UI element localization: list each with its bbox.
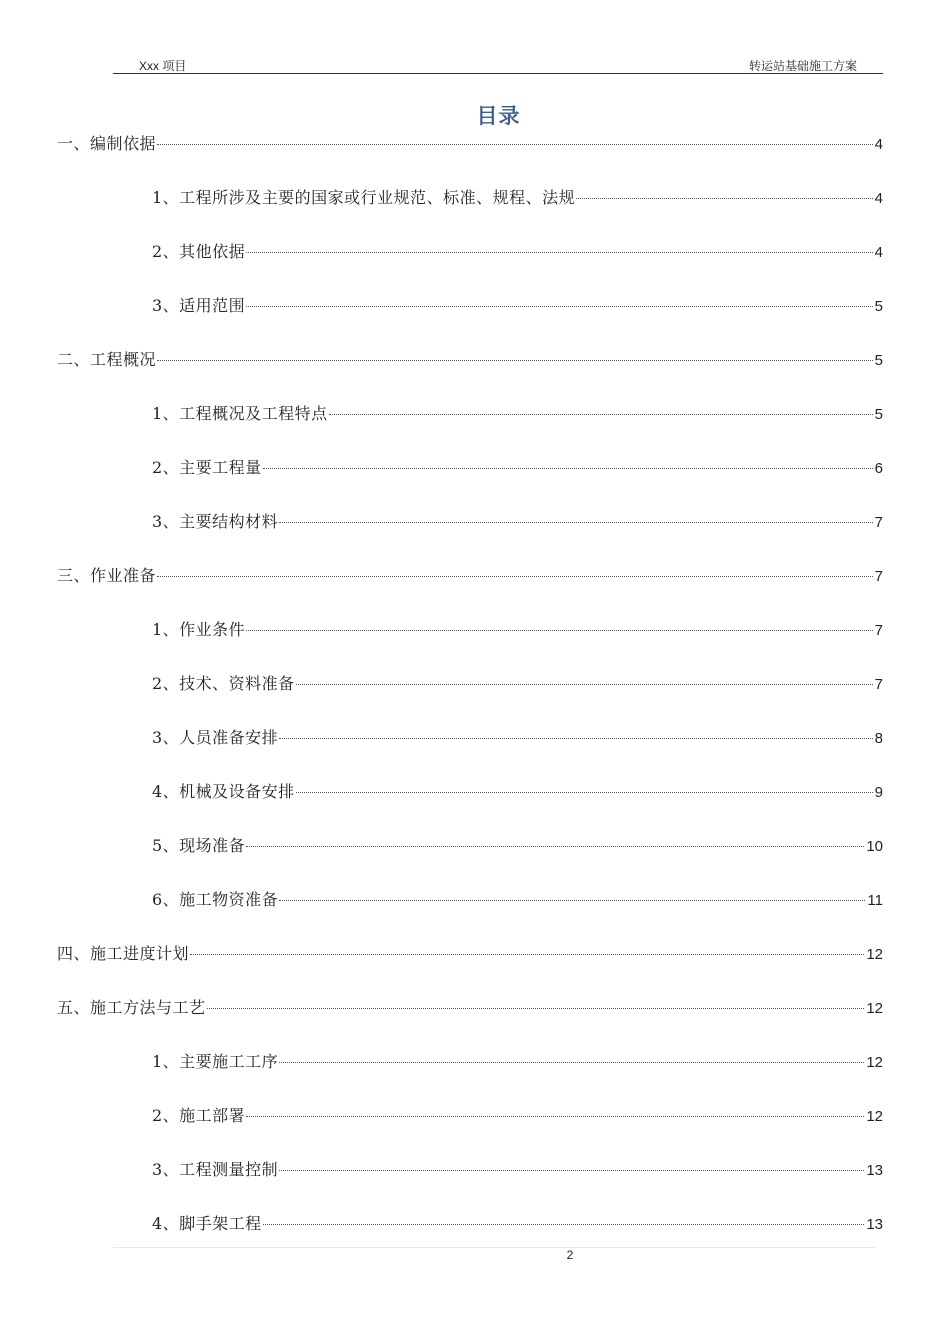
toc-entry-page-number: 13 — [866, 1216, 883, 1233]
toc-entry[interactable] — [152, 889, 883, 911]
toc-entry-text: 3、主要结构材料 — [152, 512, 279, 531]
toc-entry[interactable] — [152, 781, 883, 803]
toc-dot-leader — [279, 1170, 864, 1171]
toc-entry-text: 4、机械及设备安排 — [152, 782, 295, 801]
toc-entry[interactable] — [152, 1051, 883, 1073]
toc-entry-text: 1、工程所涉及主要的国家或行业规范、标准、规程、法规 — [152, 188, 576, 207]
toc-dot-leader — [279, 900, 865, 901]
toc-dot-leader — [296, 684, 873, 685]
toc-entry[interactable] — [152, 403, 883, 425]
toc-entry[interactable] — [57, 349, 883, 371]
toc-entry-text: 6、施工物资准备 — [152, 890, 279, 909]
toc-entry-text: 二、工程概况 — [57, 350, 157, 369]
toc-dot-leader — [190, 954, 864, 955]
toc-entry[interactable] — [152, 1159, 883, 1181]
toc-entry-text: 一、编制依据 — [57, 134, 157, 153]
toc-entry[interactable] — [57, 565, 883, 587]
toc-entry-page-number: 8 — [874, 730, 883, 747]
toc-entry-page-number: 7 — [874, 568, 883, 585]
toc-dot-leader — [157, 576, 873, 577]
toc-entry-page-number: 4 — [874, 190, 883, 207]
toc-entry-page-number: 12 — [866, 1108, 883, 1125]
toc-dot-leader — [263, 1224, 865, 1225]
header-project-name: Xxx 项目 — [139, 59, 187, 73]
toc-entry-text: 2、其他依据 — [152, 242, 246, 261]
toc-entry-text: 3、人员准备安排 — [152, 728, 279, 747]
toc-dot-leader — [576, 198, 872, 199]
toc-entry-text: 1、主要施工工序 — [152, 1052, 279, 1071]
toc-entry[interactable] — [152, 673, 883, 695]
toc-entry-page-number: 7 — [874, 514, 883, 531]
toc-entry-text: 2、技术、资料准备 — [152, 674, 295, 693]
toc-entry[interactable] — [57, 133, 883, 155]
toc-entry-text: 四、施工进度计划 — [57, 944, 190, 963]
toc-dot-leader — [157, 144, 873, 145]
page-number: 2 — [566, 1248, 574, 1262]
toc-dot-leader — [279, 522, 872, 523]
toc-entry[interactable] — [152, 295, 883, 317]
toc-entry-page-number: 11 — [867, 892, 883, 909]
toc-entry-text: 3、工程测量控制 — [152, 1160, 279, 1179]
toc-entry-page-number: 5 — [874, 298, 883, 315]
toc-dot-leader — [207, 1008, 865, 1009]
toc-entry-text: 三、作业准备 — [57, 566, 157, 585]
toc-dot-leader — [246, 846, 864, 847]
toc-entry[interactable] — [152, 511, 883, 533]
toc-dot-leader — [279, 1062, 864, 1063]
toc-dot-leader — [279, 738, 872, 739]
toc-dot-leader — [246, 630, 872, 631]
toc-entry-text: 2、主要工程量 — [152, 458, 262, 477]
toc-entry[interactable] — [152, 727, 883, 749]
toc-entry-text: 3、适用范围 — [152, 296, 246, 315]
toc-entry[interactable] — [152, 619, 883, 641]
toc-entry-page-number: 5 — [874, 352, 883, 369]
toc-entry-page-number: 12 — [866, 946, 883, 963]
toc-entry-page-number: 10 — [866, 838, 883, 855]
toc-entry-text: 2、施工部署 — [152, 1106, 246, 1125]
toc-entry-text: 4、脚手架工程 — [152, 1214, 262, 1233]
toc-entry[interactable] — [152, 835, 883, 857]
toc-entry-text: 五、施工方法与工艺 — [57, 998, 206, 1017]
toc-entry-page-number: 6 — [874, 460, 883, 477]
toc-entry-page-number: 12 — [866, 1000, 883, 1017]
toc-entry[interactable] — [57, 997, 883, 1019]
toc-dot-leader — [246, 306, 872, 307]
toc-dot-leader — [246, 252, 872, 253]
toc-title: 目录 — [476, 104, 521, 128]
toc-entry-page-number: 4 — [874, 244, 883, 261]
toc-entry-page-number: 7 — [874, 622, 883, 639]
toc-dot-leader — [296, 792, 873, 793]
toc-dot-leader — [329, 414, 873, 415]
toc-entry[interactable] — [152, 1105, 883, 1127]
toc-entry[interactable] — [152, 241, 883, 263]
toc-entry-page-number: 4 — [874, 136, 883, 153]
toc-entry-page-number: 7 — [874, 676, 883, 693]
toc-entry-page-number: 12 — [866, 1054, 883, 1071]
toc-entry-text: 5、现场准备 — [152, 836, 246, 855]
toc-entry-page-number: 13 — [866, 1162, 883, 1179]
header-document-title: 转运站基础施工方案 — [748, 59, 857, 73]
toc-entry[interactable] — [57, 943, 883, 965]
toc-entry-text: 1、工程概况及工程特点 — [152, 404, 328, 423]
toc-dot-leader — [246, 1116, 864, 1117]
toc-entry[interactable] — [152, 457, 883, 479]
toc-entry-page-number: 9 — [874, 784, 883, 801]
toc-entry[interactable] — [152, 1213, 883, 1235]
toc-entry[interactable] — [152, 187, 883, 209]
toc-dot-leader — [157, 360, 873, 361]
toc-entry-text: 1、作业条件 — [152, 620, 246, 639]
toc-entry-page-number: 5 — [874, 406, 883, 423]
toc-dot-leader — [263, 468, 873, 469]
